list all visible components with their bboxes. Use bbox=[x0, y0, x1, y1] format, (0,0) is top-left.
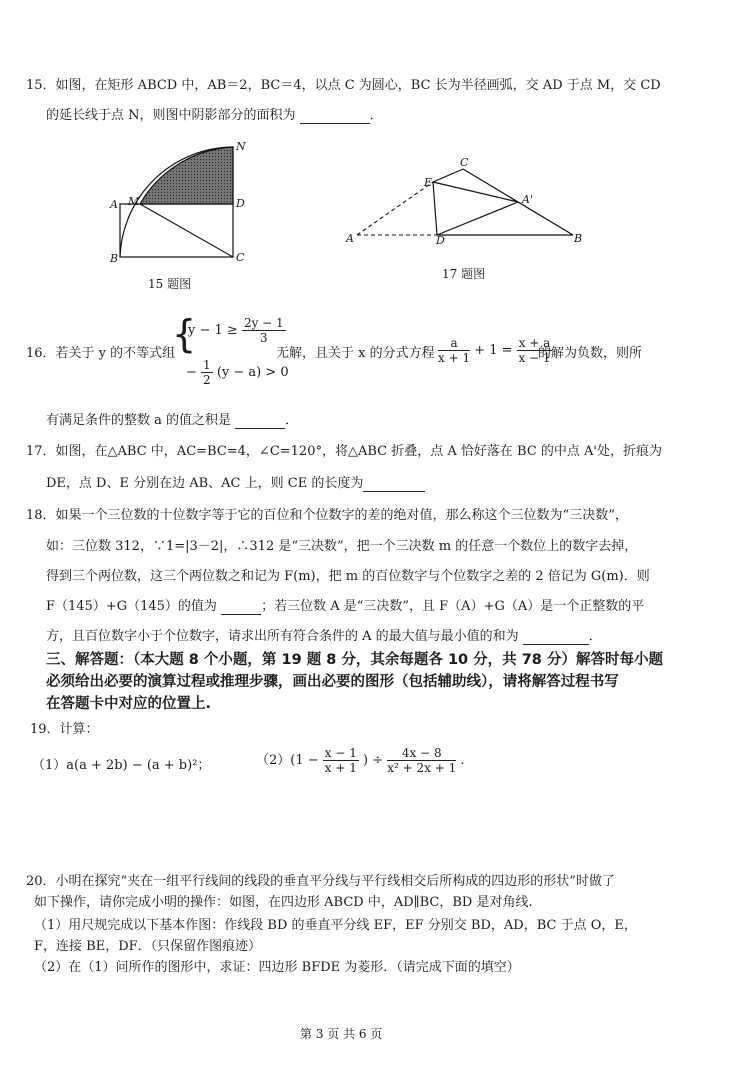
q17-line2: DE，点 D、E 分别在边 AB、AC 上，则 CE 的长度为 bbox=[46, 476, 425, 492]
segment-e-c bbox=[433, 169, 463, 182]
fractional-equation: $\frac{a}{x + 1}$ + 1 = $\frac{x + a}{x - 1}$ bbox=[438, 336, 551, 365]
rectangle-abcd bbox=[120, 204, 233, 257]
q18-line1: 18．如果一个三位数的十位数字等于它的百位和个位数字的差的绝对值，那么称这个三位数为“三决数”， bbox=[26, 508, 628, 523]
point-m-label: M bbox=[128, 195, 140, 208]
q18-line3: 得到三个两位数，这三个两位数之和记为 F(m)，把 m 的百位数字与个位数字之差的 2 倍记为 G(m)．则 bbox=[46, 569, 650, 584]
q20-line3: （1）用尺规完成以下基本作图：作线段 BD 的垂直平分线 EF，EF 分别交 BD，AD，BC 于点 O，E， bbox=[34, 918, 637, 933]
q15-line1: 15．如图，在矩形 ABCD 中，AB＝2，BC＝4，以点 C 为圆心，BC 长为半径画弧，交 AD 于点 M，交 CD bbox=[26, 78, 661, 93]
answer-blank bbox=[363, 479, 425, 492]
figure-17-caption: 17 题图 bbox=[442, 267, 486, 281]
page-footer: 第 3 页 共 6 页 bbox=[300, 1027, 383, 1041]
point-a-prime-label: A' bbox=[522, 193, 533, 206]
section3-line3: 在答题卡中对应的位置上. bbox=[46, 696, 212, 712]
segment-mc bbox=[140, 204, 233, 257]
brace: { bbox=[172, 312, 197, 356]
q16-suffix: 的解为负数，则所 bbox=[538, 346, 643, 361]
segment-a-e-dashed bbox=[357, 182, 433, 235]
q19-part1: （1）a(a + 2b) − (a + b)²； bbox=[32, 758, 211, 773]
point-d-label-17: D bbox=[436, 234, 445, 247]
point-c-label: C bbox=[236, 251, 245, 264]
segment-e-a1 bbox=[433, 182, 518, 202]
point-d-label: D bbox=[236, 197, 245, 210]
point-a-label-17: A bbox=[346, 232, 354, 245]
section3-line1: 三、解答题：（本大题 8 个小题，第 19 题 8 分，其余每题各 10 分，共 78 分）解答时每小题 bbox=[46, 652, 663, 668]
point-a-label: A bbox=[110, 198, 118, 211]
q16-line2: 有满足条件的整数 a 的值之积是 ． bbox=[46, 413, 299, 428]
q20-line4: F，连接 BE，DF．（只保留作图痕迹） bbox=[34, 939, 262, 954]
answer-blank bbox=[235, 416, 285, 429]
point-n-label: N bbox=[236, 140, 246, 153]
inequality-1: y − 1 ≥ $\frac{2y - 1}{3}$ bbox=[188, 316, 284, 345]
answer-blank bbox=[300, 111, 370, 124]
q17-line1: 17．如图，在△ABC 中，AC=BC=4，∠C=120°，将△ABC 折叠，点 A 恰好落在 BC 的中点 A'处，折痕为 bbox=[26, 444, 662, 459]
answer-blank bbox=[221, 602, 261, 615]
q20-line1: 20．小明在探究“夹在一组平行线间的线段的垂直平分线与平行线相交后所构成的四边形的形状”时做了 bbox=[26, 874, 615, 889]
q18-line2: 如：三位数 312，∵1=|3－2|，∴312 是“三决数”，把一个三决数 m 的任意一个数位上的数字去掉， bbox=[46, 539, 638, 554]
segment-d-a1 bbox=[437, 202, 518, 235]
answer-blank bbox=[523, 632, 589, 645]
q19-part2: （2）(1 − $\frac{x - 1}{x + 1}$ ) ÷ $\frac{4x - 8}{\text{x² + 2x + 1}}$ . bbox=[256, 746, 465, 775]
q18-line5: 方，且百位数字小于个位数字，请求出所有符合条件的 A 的最大值与最小值的和为 ． bbox=[46, 629, 602, 644]
figure-17 bbox=[345, 160, 585, 245]
inequality-2: − $\frac{1}{2}$ (y − a) > 0 bbox=[186, 358, 289, 387]
q20-line2: 如下操作，请你完成小明的操作：如图，在四边形 ABCD 中，AD∥BC，BD 是对角线. bbox=[34, 895, 533, 910]
q16-mid: 无解，且关于 x 的分式方程 bbox=[276, 346, 435, 361]
point-e-label-17: E bbox=[424, 176, 433, 189]
q18-line4: F（145）+G（145）的值为 ；若三位数 A 是“三决数”，且 F（A）+G（A）是一个正整数的平 bbox=[46, 599, 645, 614]
point-c-label-17: C bbox=[460, 156, 469, 169]
point-b-label-17: B bbox=[574, 232, 583, 245]
figure-15-caption: 15 题图 bbox=[148, 277, 192, 291]
q16-prefix: 16．若关于 y 的不等式组 bbox=[26, 346, 176, 361]
section3-line2: 必须给出必要的演算过程或推理步骤，画出必要的图形（包括辅助线），请将解答过程书写 bbox=[46, 674, 619, 690]
segment-e-d bbox=[433, 182, 437, 235]
point-b-label: B bbox=[110, 252, 119, 265]
shaded-region bbox=[140, 147, 233, 204]
q15-line2: 的延长线于点 N，则图中阴影部分的面积为 ． bbox=[46, 108, 383, 123]
q20-line5: （2）在（1）问所作的图形中，求证：四边形 BFDE 为菱形．（请完成下面的填空） bbox=[34, 960, 520, 975]
q19-title: 19．计算： bbox=[30, 722, 99, 737]
